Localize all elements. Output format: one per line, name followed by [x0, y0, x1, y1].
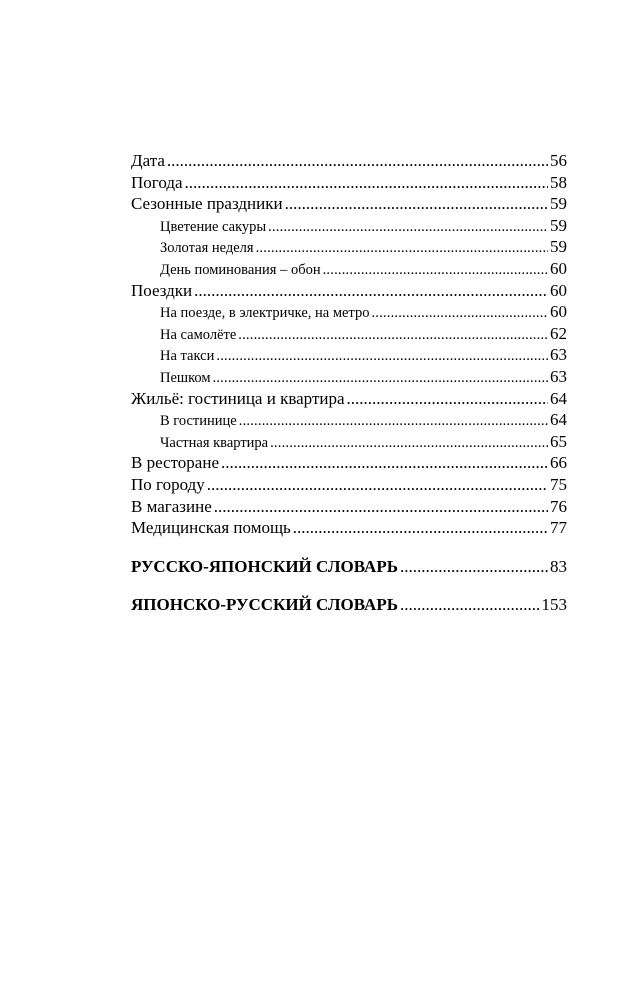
toc-entry-title: Медицинская помощь — [131, 518, 291, 538]
toc-entry-title: В гостинице — [160, 413, 237, 430]
toc-entry-page: 75 — [550, 474, 567, 494]
toc-major-japanese-russian — [131, 594, 567, 616]
toc-subentry-walking — [131, 366, 567, 388]
toc-entry-title: Частная квартира — [160, 434, 269, 451]
dot-leader — [238, 325, 548, 347]
toc-entry-page: 64 — [550, 388, 567, 408]
dot-leader — [194, 280, 548, 302]
toc-entry-page: 59 — [550, 215, 567, 235]
toc-entry-page: 64 — [550, 410, 567, 430]
toc-entry-title: Золотая неделя — [160, 240, 254, 257]
toc-entry-title: На поезде, в электричке, на метро — [160, 305, 370, 322]
toc-entry-title: На такси — [160, 348, 215, 365]
toc-entry-page: 60 — [550, 302, 567, 322]
toc-entry-page: 60 — [550, 280, 567, 300]
dot-leader — [207, 474, 548, 496]
dot-leader — [167, 150, 548, 172]
dot-leader — [221, 452, 548, 474]
toc-entry-page: 76 — [550, 496, 567, 516]
toc-entry-page: 56 — [550, 151, 567, 170]
toc-entry-page: 66 — [550, 453, 567, 473]
section-spacer — [131, 577, 567, 594]
toc-major-russian-japanese — [131, 556, 567, 578]
toc-entry-page: 60 — [550, 258, 567, 278]
dot-leader — [239, 411, 548, 433]
toc-entry-title: Погода — [131, 172, 183, 192]
toc-entry-title: Поездки — [131, 280, 193, 300]
toc-entry-page: 63 — [550, 366, 567, 386]
dot-leader — [214, 496, 548, 518]
toc-entry-title: На самолёте — [160, 326, 237, 343]
toc-entry-medical — [131, 517, 567, 539]
table-of-contents — [131, 150, 567, 616]
dot-leader — [270, 433, 548, 455]
toc-entry-title: В магазине — [131, 496, 212, 516]
toc-entry-seasonal-holidays — [131, 193, 567, 215]
dot-leader — [285, 193, 548, 215]
dot-leader — [213, 368, 548, 390]
toc-entry-title: ЯПОНСКО-РУССКИЙ СЛОВАРЬ — [131, 595, 398, 615]
toc-subentry-taxi — [131, 344, 567, 366]
toc-entry-page: 58 — [550, 172, 567, 192]
toc-entry-page: 83 — [550, 556, 567, 576]
toc-entry-page: 59 — [550, 237, 567, 257]
toc-subentry-train — [131, 301, 567, 323]
toc-subentry-plane — [131, 323, 567, 345]
toc-entry-title: День поминования – обон — [160, 261, 321, 278]
toc-entry-housing — [131, 388, 567, 410]
dot-leader — [400, 594, 540, 616]
toc-entry-restaurant — [131, 452, 567, 474]
dot-leader — [323, 260, 548, 282]
toc-entry-title: Пешком — [160, 369, 211, 386]
toc-entry-city — [131, 474, 567, 496]
toc-entry-trips — [131, 280, 567, 302]
toc-subentry-golden-week — [131, 236, 567, 258]
toc-entry-weather — [131, 172, 567, 194]
toc-entry-date — [131, 150, 567, 172]
toc-entry-title: В ресторане — [131, 453, 219, 473]
toc-entry-title: Дата — [131, 151, 165, 170]
toc-subentry-obon — [131, 258, 567, 280]
dot-leader — [371, 303, 548, 325]
dot-leader — [268, 217, 548, 239]
section-spacer — [131, 539, 567, 556]
dot-leader — [347, 388, 548, 410]
toc-entry-page: 63 — [550, 345, 567, 365]
toc-entry-page: 77 — [550, 518, 567, 538]
dot-leader — [293, 517, 548, 539]
toc-entry-title: По городу — [131, 474, 205, 494]
toc-entry-title: Цветение сакуры — [160, 218, 267, 235]
dot-leader — [216, 346, 548, 368]
toc-subentry-hotel — [131, 409, 567, 431]
toc-subentry-sakura — [131, 215, 567, 237]
dot-leader — [185, 172, 548, 194]
toc-entry-title: Сезонные праздники — [131, 194, 283, 214]
toc-entry-title: РУССКО-ЯПОНСКИЙ СЛОВАРЬ — [131, 556, 398, 576]
toc-entry-shop — [131, 496, 567, 518]
toc-entry-page: 153 — [541, 595, 567, 615]
toc-entry-page: 65 — [550, 431, 567, 451]
toc-subentry-apartment — [131, 431, 567, 453]
dot-leader — [256, 238, 548, 260]
dot-leader — [400, 556, 548, 578]
toc-entry-page: 62 — [550, 323, 567, 343]
toc-entry-page: 59 — [550, 194, 567, 214]
toc-entry-title: Жильё: гостиница и квартира — [131, 388, 345, 408]
